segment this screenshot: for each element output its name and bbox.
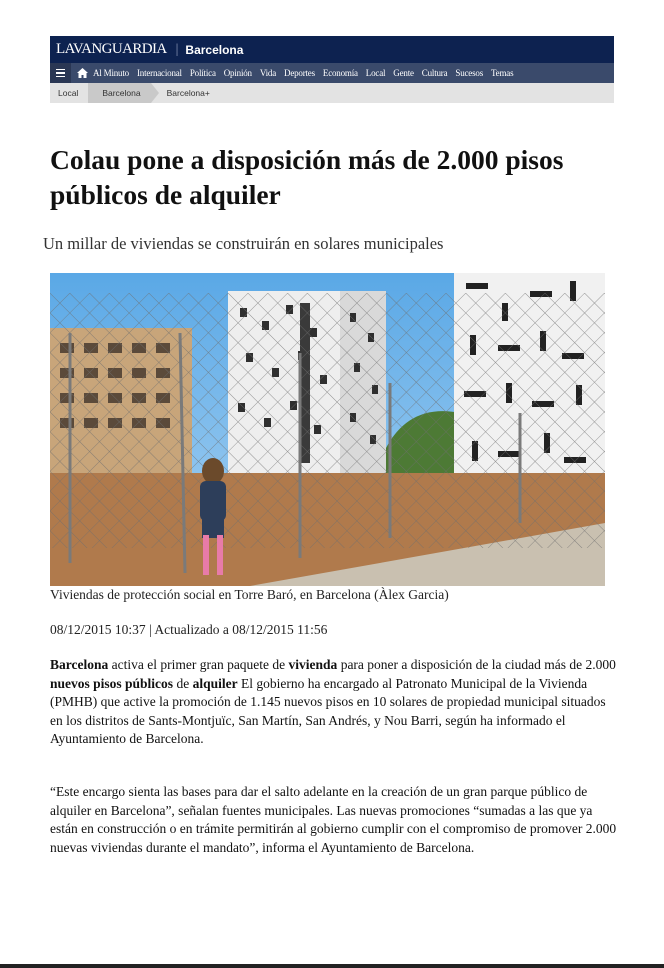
nav-item-gente[interactable]: Gente [393,68,414,78]
nav-item-sucesos[interactable]: Sucesos [455,68,484,78]
nav-item-vida[interactable]: Vida [259,68,277,78]
nav-item-local[interactable]: Local [365,68,386,78]
paragraph-text: para poner a disposición de la ciudad más de 2.000 [337,657,616,672]
hamburger-menu-icon[interactable] [50,63,71,83]
breadcrumb [50,83,614,103]
paragraph-text: de [173,675,193,691]
breadcrumb-barcelona[interactable]: Barcelona [88,83,150,103]
article-paragraph-2: “Este encargo sienta las bases para dar el salto adelante en la creación de un gran parque público de alquiler en Barcelona”, señalan fuentes municipales. Las nuevas promociones “sumadas a las que ya están en construcción o en trámite permitirán al gobierno cumplir con el compromiso de promover 2.000 nuevas viviendas durante el mandato”, informa el Ayuntamiento de Barcelona. [50,784,617,855]
masthead-bar [50,36,614,63]
nav-item-al-minuto[interactable]: Al Minuto [93,68,129,78]
nav-item-internacional[interactable]: Internacional [136,68,182,78]
nav-item-temas[interactable]: Temas [491,68,514,78]
paragraph-text: activa el primer gran paquete de [108,657,289,672]
article-dateline: 08/12/2015 10:37 | Actualizado a 08/12/2015 11:56 [50,622,328,637]
bold-term: Barcelona [50,657,109,672]
page-bottom-rule [0,964,664,968]
bold-term: nuevos pisos públicos [50,675,174,691]
nav-item-economía[interactable]: Economía [322,68,358,78]
masthead-separator: | [175,41,179,57]
bold-term: vivienda [288,657,338,672]
home-icon[interactable] [71,63,93,83]
article-paragraph-1 [50,656,618,749]
section-title[interactable]: Barcelona [185,42,244,57]
breadcrumb-local[interactable]: Local [58,88,79,98]
paragraph-text: El gobierno ha encargado al Patronato Municipal de la Vivienda (PMHB) que active la promoción de 1.145 nuevos pisos en 10 solares de propiedad municipal situados en los distritos de Sants-Montjuïc, San Martín, San Andrés, y Nou Barri, según ha informado el Ayuntamiento de Barcelona. [50,675,606,746]
bold-term: alquiler [192,675,238,691]
nav-item-deportes[interactable]: Deportes [284,68,315,78]
article-photo [50,273,605,586]
photo-caption: Viviendas de protección social en Torre Baró, en Barcelona (Àlex Garcia) [50,587,449,602]
article-title: Colau pone a disposición más de 2.000 pisos públicos de alquiler [50,144,564,210]
breadcrumb-barcelona-plus[interactable]: Barcelona+ [166,88,210,98]
nav-item-política[interactable]: Política [189,68,216,78]
nav-item-opinión[interactable]: Opinión [223,68,252,78]
nav-item-cultura[interactable]: Cultura [421,68,448,78]
main-nav [50,63,614,83]
article-subtitle: Un millar de viviendas se construirán en solares municipales [43,234,444,253]
site-logo[interactable]: LAVANGUARDIA [56,41,167,57]
